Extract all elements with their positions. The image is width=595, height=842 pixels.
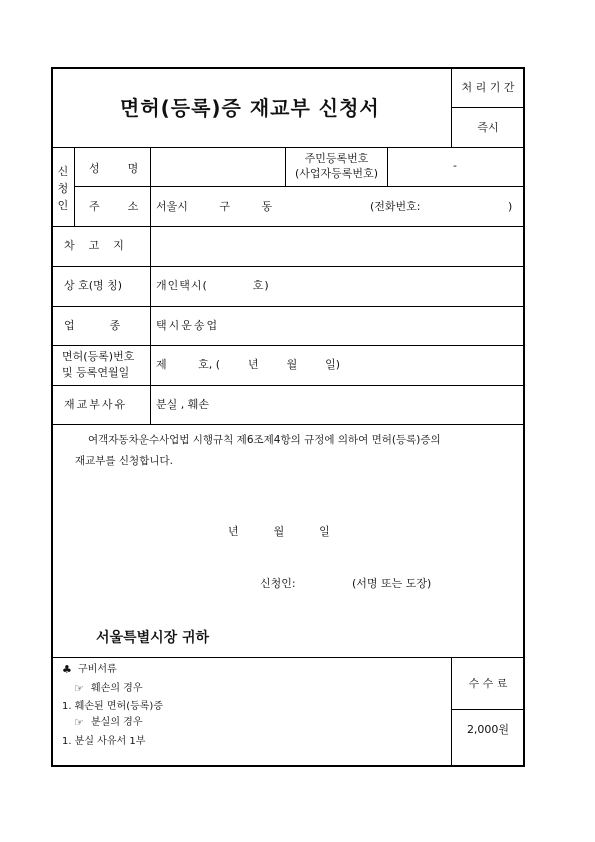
row-line-4: [51, 306, 525, 307]
row-line-1: [51, 147, 525, 148]
row-line-2: [51, 226, 525, 227]
form-title: 면허(등록)증 재교부 신청서: [120, 96, 380, 120]
phone-close: ): [508, 200, 513, 213]
label-column-divider: [150, 147, 151, 424]
applicant-signature-label: 신청인:: [260, 577, 296, 590]
license-label-line1: 면허(등록)번호: [62, 350, 135, 363]
addressee: 서울특별시장 귀하: [96, 630, 210, 646]
signature-note[interactable]: (서명 또는 도장): [352, 577, 432, 590]
reason-label: 재교부사유: [64, 398, 128, 411]
license-label-line2: 및 등록연월일: [62, 366, 130, 379]
business-type-value[interactable]: 택시운송업: [156, 319, 220, 332]
fee-box-mid: [451, 709, 524, 710]
frame-top: [51, 67, 525, 69]
row-line-8: [51, 657, 525, 658]
processing-period-label: 처 리 기 간: [461, 81, 515, 94]
attachments-heading: 구비서류: [78, 664, 117, 675]
date-line[interactable]: 년 월 일: [228, 525, 330, 538]
processing-period-value: 즉시: [477, 121, 499, 134]
fee-label: 수 수 료: [468, 677, 508, 690]
address-label: 주 소: [89, 200, 139, 213]
id-value[interactable]: -: [453, 159, 457, 172]
frame-bottom: [51, 765, 525, 767]
id-label-line2: (사업자등록번호): [295, 167, 378, 180]
id-label-right: [387, 147, 388, 186]
statement-line2: 재교부를 신청합니다.: [75, 455, 173, 467]
license-value[interactable]: 제 호, ( 년 월 일): [156, 358, 341, 371]
address-value[interactable]: 서울시 구 동: [156, 200, 273, 213]
pointing-hand-icon: ☞: [74, 716, 84, 729]
applicant-group-label: 신 청 인: [57, 165, 69, 212]
case2-label: 분실의 경우: [91, 717, 143, 728]
business-name-value[interactable]: 개인택시( 호): [156, 279, 270, 292]
phone-label: (전화번호:: [370, 200, 421, 213]
fee-value: 2,000원: [466, 723, 510, 736]
processing-box-mid: [451, 107, 524, 108]
id-label-line1: 주민등록번호: [304, 152, 369, 165]
garage-label: 차 고 지: [64, 239, 124, 252]
row-line-3: [51, 266, 525, 267]
case2-item: 1. 분실 사유서 1부: [62, 736, 146, 747]
name-label: 성 명: [89, 162, 139, 175]
row-line-6: [51, 385, 525, 386]
frame-right: [523, 67, 525, 767]
applicant-group-divider: [74, 147, 75, 226]
case1-label: 훼손의 경우: [91, 683, 143, 694]
business-type-label: 업 종: [64, 319, 121, 332]
row-line-5: [51, 345, 525, 346]
case1-item: 1. 훼손된 면허(등록)증: [62, 701, 163, 712]
reason-value[interactable]: 분실 , 훼손: [156, 398, 209, 411]
row-line-1b: [74, 186, 524, 187]
pointing-hand-icon: ☞: [74, 682, 84, 695]
statement-line1: 여객자동차운수사업법 시행규칙 제6조제4항의 규정에 의하여 면허(등록)증의: [88, 434, 441, 446]
club-icon: ♣: [62, 663, 72, 676]
row-line-7: [51, 424, 525, 425]
business-name-label: 상 호(명 칭): [64, 279, 123, 292]
fee-box-left: [451, 657, 452, 766]
